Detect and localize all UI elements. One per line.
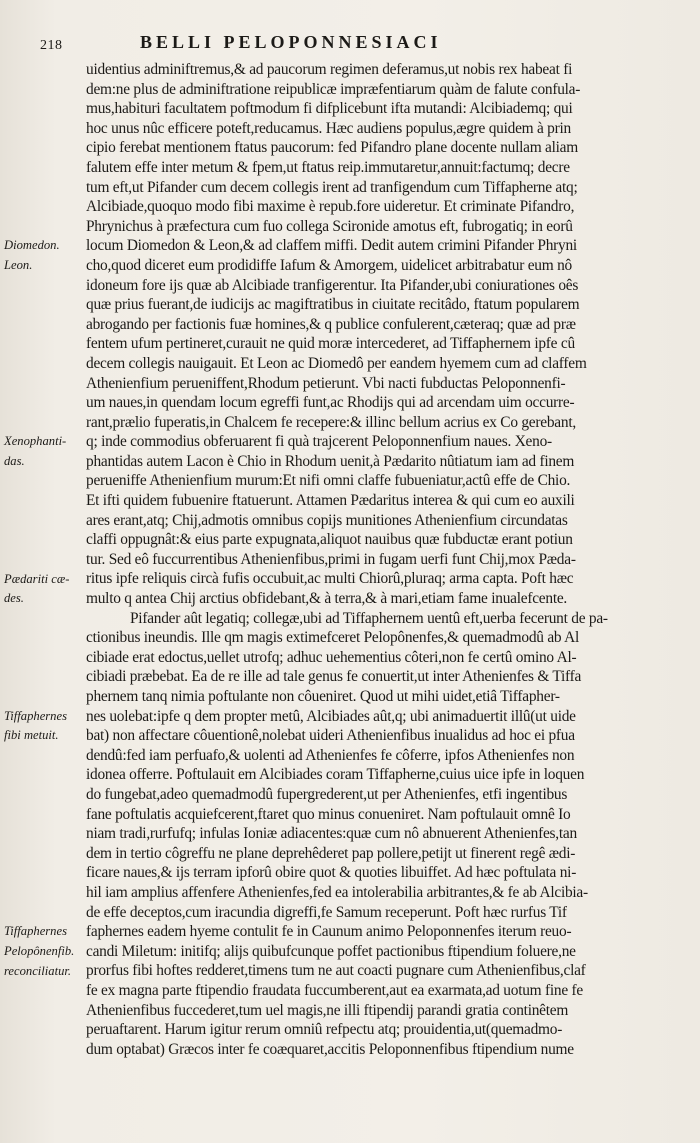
text-line: cibiade erat edoctus,uellet utrofq; adhuc uehementius côteri,non fe certû omino Al-	[86, 648, 577, 666]
text-line: dem in tertio côgreffu ne plane deprehêderet pap pollere,petijt ut finerent regê ædi-	[86, 844, 576, 862]
margin-note-line: des.	[4, 591, 24, 606]
page-header	[0, 30, 700, 58]
text-line: bat) non affectare côuentionê,nolebat uideri Athenienfibus inualidus ad hoc ei pfua	[86, 727, 575, 745]
margin-note-line: Diomedon.	[4, 238, 60, 253]
text-line: ares erant,atq; Chij,admotis omnibus copijs munitiones Athenienfium circundatas	[86, 511, 568, 529]
text-line: rant,prælio fuperatis,in Chalcem fe recepere:& illinc bellum acrius ex Co gerebant,	[86, 413, 576, 431]
margin-note-tissaphernes-metuit	[4, 707, 84, 746]
text-line: claffi oppugnât:& eius parte expugnata,aliquot nauibus quæ fubductæ erant potiun	[86, 531, 573, 549]
text-line: ctionibus ineundis. Ille qm magis extimefceret Pelopônenfes,& quemadmodû ab Al	[86, 629, 579, 647]
text-line: locum Diomedon & Leon,& ad claffem miffi. Dedit autem crimini Pifander Phryni	[86, 237, 577, 255]
text-line: candi Miletum: initifq; alijs quibufcunque poffet pactionibus ftipendium foluere,ne	[86, 942, 576, 960]
text-line: abrogando per factionis fuæ homines,& q publice confulerent,cæteraq; quæ ad præ	[86, 315, 576, 333]
text-line: do fungebat,adeo quemadmodû fupergrederent,ut per Athenienfes, etfi ingentibus	[86, 785, 568, 803]
text-line: quæ prius fuerant,de iudicijs ac magiftratibus in ciuitate recitâdo, ftatum popularem	[86, 296, 580, 314]
text-line: Et ifti quidem fubuenire ftatuerunt. Attamen Pædaritus interea & qui cum eo auxili	[86, 492, 575, 510]
text-line: prorfus fibi hoftes redderet,timens tum ne aut coacti pugnare cum Athenienfibus,claf	[86, 962, 586, 980]
margin-note-line: Tiffaphernes	[4, 708, 67, 723]
text-line: niam tradi,rurfufq; infulas Ioniæ adiacentes:quæ cum nô abnuerent Athenienfes,tan	[86, 825, 577, 843]
margin-note-line: Pædariti cæ-	[4, 571, 70, 586]
running-head: BELLI PELOPONNESIACI	[140, 32, 442, 52]
margin-note-line: fibi metuit.	[4, 728, 59, 743]
text-line: fentem ufum pertineret,curauit ne quid moræ intercederet, ad Tiffaphernem ipfe cû	[86, 335, 575, 353]
text-line: dem:ne plus de adminiftratione reipublicæ impræfentiarum quàm de falute confula-	[86, 80, 581, 98]
text-line: Athenienfium perueniffent,Rhodum petierunt. Vbi nacti fubductas Peloponnenfi-	[86, 374, 566, 392]
main-text-block	[86, 60, 678, 1059]
margin-note-line: Tiffaphernes	[4, 924, 67, 939]
page-number: 218	[40, 38, 63, 53]
margin-note-paedariti-caedes	[4, 570, 84, 609]
margin-note-line: das.	[4, 453, 25, 468]
text-line: dendû:fed iam perfuafo,& uolenti ad Athenienfes fe côferre, ipfos Athenienfes non	[86, 746, 575, 764]
text-line: phantidas autem Lacon è Chio in Rhodum uenit,à Pædarito nûtiatum iam ad finem	[86, 452, 575, 470]
text-line: fane poftulatis acquiefcerent,ftaret quo minus conueniret. Nam poftulauit omnê Io	[86, 805, 571, 823]
text-line: fe ex magna parte ftipendio fraudata fuccumberent,aut ea exarmata,ad uotum fine fe	[86, 981, 583, 999]
text-line: idoneum fore ijs quæ ab Alcibiade tranfigerentur. Ita Pifander,ubi coniurationes oês	[86, 276, 579, 294]
margin-note-line: reconciliatur.	[4, 963, 72, 978]
text-line: faphernes eadem hyeme contulit fe in Caunum animo Peloponnenfes iterum reuo-	[86, 923, 572, 941]
margin-note-diomedon-leon	[4, 236, 84, 275]
text-line: tum eft,ut Pifander cum decem collegis irent ad tranfigendum cum Tiffapherne atq;	[86, 178, 578, 196]
text-line: falutem effe inter metum & fpem,ut ftatus reip.immutaretur,annuit:factumq; decre	[86, 158, 570, 176]
text-line: hoc unus nûc efficere poteft,reducamus. Hæc audiens populus,ægre quidem à prin	[86, 119, 571, 137]
text-line: ficare naues,& ijs terram ipforû obire quot & quoties libuiffet. Ad hæc poftulata ni-	[86, 864, 577, 882]
text-line: hil iam amplius affenfere Athenienfes,fed ea intolerabilia arbitrantes,& fe ab Alcibia-	[86, 883, 588, 901]
text-line: peruaftarent. Harum igitur rerum omniû refpectu atq; prouidentia,ut(quemadmo-	[86, 1021, 563, 1039]
text-line: multo q antea Chij arctius obfidebant,& à terra,& à mari,etiam fame inualefcente.	[86, 590, 568, 608]
text-line: cipio ferebat mentionem ftatus paucorum: fed Pifandro plane docente nullam aliam	[86, 139, 578, 157]
text-line: tur. Sed eô fuccurrentibus Athenienfibus,primi in fugam uerfi funt Chij,mox Pæda-	[86, 550, 576, 568]
margin-note-line: Leon.	[4, 257, 33, 272]
text-line: ritus ipfe reliquis circà fufis occubuit,ac multi Chiorû,pluraq; arma capta. Poft hæc	[86, 570, 574, 588]
text-line: cibiadi præbebat. Ea de re ille ad tale genus fe conuertit,ut inter Athenienfes & Tiffa	[86, 668, 582, 686]
text-line: Pifander aût legatiq; collegæ,ubi ad Tiffaphernem uentû eft,uerba fecerunt de pa-	[130, 609, 608, 627]
text-line: q; inde commodius obferuarent fi quà trajcerent Peloponnenfium naues. Xeno-	[86, 433, 552, 451]
text-line: Alcibiade,quoquo modo fibi maxime è repub.fore uideretur. Et criminate Pifandro,	[86, 198, 575, 216]
margin-note-xenophantidas	[4, 432, 84, 471]
text-line: Athenienfibus fuccederet,tum uel magis,ne illi ftipendij parandi gratia continêtem	[86, 1001, 569, 1019]
text-line: perueniffe Athenienfium murum:Et nifi omni claffe fubueniatur,actû effe de Chio.	[86, 472, 571, 490]
text-line: idonea offerre. Poftulauit em Alcibiades coram Tiffapherne,cuius uice ipfe in loquen	[86, 766, 585, 784]
margin-note-line: Pelopônenfib.	[4, 943, 75, 958]
text-line: Phrynichus à præfectura cum fuo collega Scironide amotus eft, fubrogatiq; in eorû	[86, 217, 573, 235]
text-line: cho,quod diceret eum prodidiffe Iafum & Amorgem, uidelicet arbitrabatur eum nô	[86, 256, 572, 274]
margin-note-tissaphernes-reconciliatur	[4, 922, 84, 981]
text-line: mus,habituri facultatem poftmodum fi difplicebunt ifta mutandi: Alcibiademq; qui	[86, 100, 573, 118]
text-line: de effe deceptos,cum iracundia digreffi,fe Samum receperunt. Poft hæc rurfus Tif	[86, 903, 567, 921]
margin-note-line: Xenophanti-	[4, 434, 67, 449]
text-line: dum optabat) Græcos inter fe coæquaret,accitis Peloponnenfibus ftipendium nume	[86, 1040, 574, 1058]
text-line: nes uolebat:ipfe q dem propter metû, Alcibiades aût,q; ubi animaduertit illû(ut uide	[86, 707, 576, 725]
text-line: phernem tanq nimia poftulante non côueniret. Quod ut mihi uidet,etiâ Tiffapher-	[86, 688, 560, 705]
text-line: uidentius adminiftremus,& ad paucorum regimen deferamus,ut nobis rex habeat fi	[86, 61, 573, 78]
text-line: um naues,in quendam locum egreffi funt,ac Rhodijs qui ad arcendam uim occurre-	[86, 394, 575, 412]
text-line: decem collegis nauigauit. Et Leon ac Diomedô per eandem hyemem cum ad claffem	[86, 354, 587, 372]
